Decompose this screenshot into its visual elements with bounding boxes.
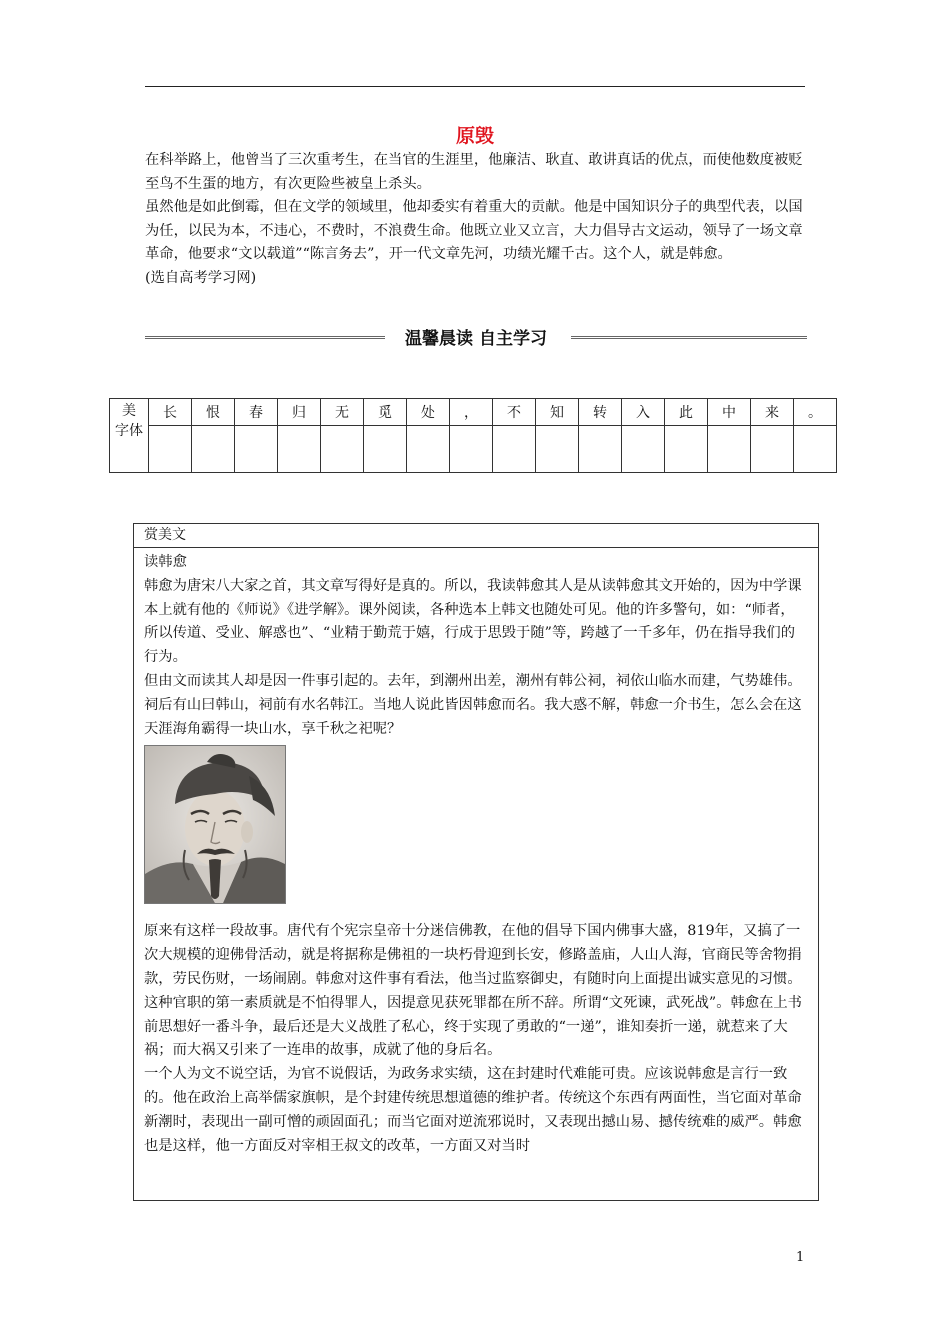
practice-char: 归 — [278, 399, 321, 426]
practice-char: ， — [450, 399, 493, 426]
practice-blank-cell[interactable] — [579, 426, 622, 473]
banner-text: 温馨晨读 自主学习 — [405, 329, 547, 349]
essay-body — [134, 548, 818, 1158]
practice-blank-cell[interactable] — [794, 426, 837, 473]
table-side-label — [110, 399, 149, 473]
practice-blank-cell[interactable] — [364, 426, 407, 473]
practice-char: 长 — [149, 399, 192, 426]
source-note: (选自高考学习网) — [145, 269, 257, 286]
essay-box-header: 赏美文 — [134, 524, 818, 548]
practice-blank-cell[interactable] — [622, 426, 665, 473]
practice-char: 知 — [536, 399, 579, 426]
practice-char: 恨 — [192, 399, 235, 426]
practice-char: 觅 — [364, 399, 407, 426]
practice-blank-cell[interactable] — [536, 426, 579, 473]
practice-blank-cell[interactable] — [751, 426, 794, 473]
essay-title: 读韩愈 — [144, 554, 187, 570]
practice-blank-cell[interactable] — [708, 426, 751, 473]
practice-char: 无 — [321, 399, 364, 426]
practice-blank-cell[interactable] — [665, 426, 708, 473]
practice-char: 来 — [751, 399, 794, 426]
practice-char: 入 — [622, 399, 665, 426]
practice-blank-cell[interactable] — [235, 426, 278, 473]
practice-char: 处 — [407, 399, 450, 426]
side-label-top: 美 — [122, 403, 136, 419]
intro-section — [145, 149, 807, 290]
practice-char: 此 — [665, 399, 708, 426]
practice-char: 春 — [235, 399, 278, 426]
section-banner — [145, 324, 807, 350]
practice-blank-cell[interactable] — [450, 426, 493, 473]
practice-blank-cell[interactable] — [407, 426, 450, 473]
side-label-bottom: 字体 — [115, 423, 143, 439]
essay-paragraph: 但由文而读其人却是因一件事引起的。去年，到潮州出差，潮州有韩公祠，祠依山临水而建，气势雄伟。祠后有山曰韩山，祠前有水名韩江。当地人说此皆因韩愈而名。我大惑不解，韩愈一介书生，怎么会在这天涯海角霸得一块山水，享千秋之祀呢？ — [144, 672, 802, 737]
essay-paragraph: 原来有这样一段故事。唐代有个宪宗皇帝十分迷信佛教，在他的倡导下国内佛事大盛，819年，又搞了一次大规模的迎佛骨活动，就是将据称是佛祖的一块朽骨迎到长安，修路盖庙，人山人海，官商民等舍物捐款，劳民伤财，一场闹剧。韩愈对这件事有看法，他当过监察御史，有随时向上面提出诚实意见的习惯。这种官职的第一素质就是不怕得罪人，因提意见获死罪都在所不辞。所谓“文死谏，武死战”。韩愈在上书前思想好一番斗争，最后还是大义战胜了私心，终于实现了勇敢的“一递”，谁知奏折一递，就惹来了大祸；而大祸又引来了一连串的故事，成就了他的身后名。 — [144, 923, 802, 1059]
practice-blank-cell[interactable] — [192, 426, 235, 473]
page-number: 1 — [796, 1250, 805, 1265]
intro-paragraph: 虽然他是如此倒霉，但在文学的领域里，他却委实有着重大的贡献。他是中国知识分子的典型代表，以国为任，以民为本，不违心，不费时，不浪费生命。他既立业又立言，大力倡导古文运动，领导了一场文章革命，他要求“文以载道”“陈言务去”，开一代文章先河，功绩光耀千古。这个人，就是韩愈。 — [145, 199, 803, 262]
page-title: 原毁 — [455, 125, 494, 147]
practice-blank-cell[interactable] — [149, 426, 192, 473]
practice-char: 不 — [493, 399, 536, 426]
calligraphy-practice-table — [109, 398, 837, 473]
practice-char: 中 — [708, 399, 751, 426]
header-rule — [145, 86, 805, 87]
practice-blank-cell[interactable] — [278, 426, 321, 473]
practice-char: 转 — [579, 399, 622, 426]
banner-line-right — [571, 336, 807, 339]
practice-blank-cell[interactable] — [493, 426, 536, 473]
essay-paragraph: 一个人为文不说空话，为官不说假话，为政务求实绩，这在封建时代难能可贵。应该说韩愈是言行一致的。他在政治上高举儒家旗帜，是个封建传统思想道德的维护者。传统这个东西有两面性，当它面对革命新潮时，表现出一副可憎的顽固面孔；而当它面对逆流邪说时，又表现出撼山易、撼传统难的威严。韩愈也是这样，他一方面反对宰相王叔文的改革，一方面又对当时 — [144, 1066, 802, 1154]
practice-char: 。 — [794, 399, 837, 426]
intro-paragraph: 在科举路上，他曾当了三次重考生，在当官的生涯里，他廉洁、耿直、敢讲真话的优点，而使他数度被贬至鸟不生蛋的地方，有次更险些被皇上杀头。 — [145, 152, 803, 192]
essay-paragraph: 韩愈为唐宋八大家之首，其文章写得好是真的。所以，我读韩愈其人是从读韩愈其文开始的，因为中学课本上就有他的《师说》《进学解》。课外阅读，各种选本上韩文也随处可见。他的许多警句，如：“师者，所以传道、受业、解惑也”、“业精于勤荒于嬉，行成于思毁于随”等，跨越了一千多年，仍在指导我们的行为。 — [144, 577, 802, 666]
practice-blank-cell[interactable] — [321, 426, 364, 473]
essay-box — [133, 523, 819, 1201]
han-yu-portrait — [144, 745, 286, 904]
